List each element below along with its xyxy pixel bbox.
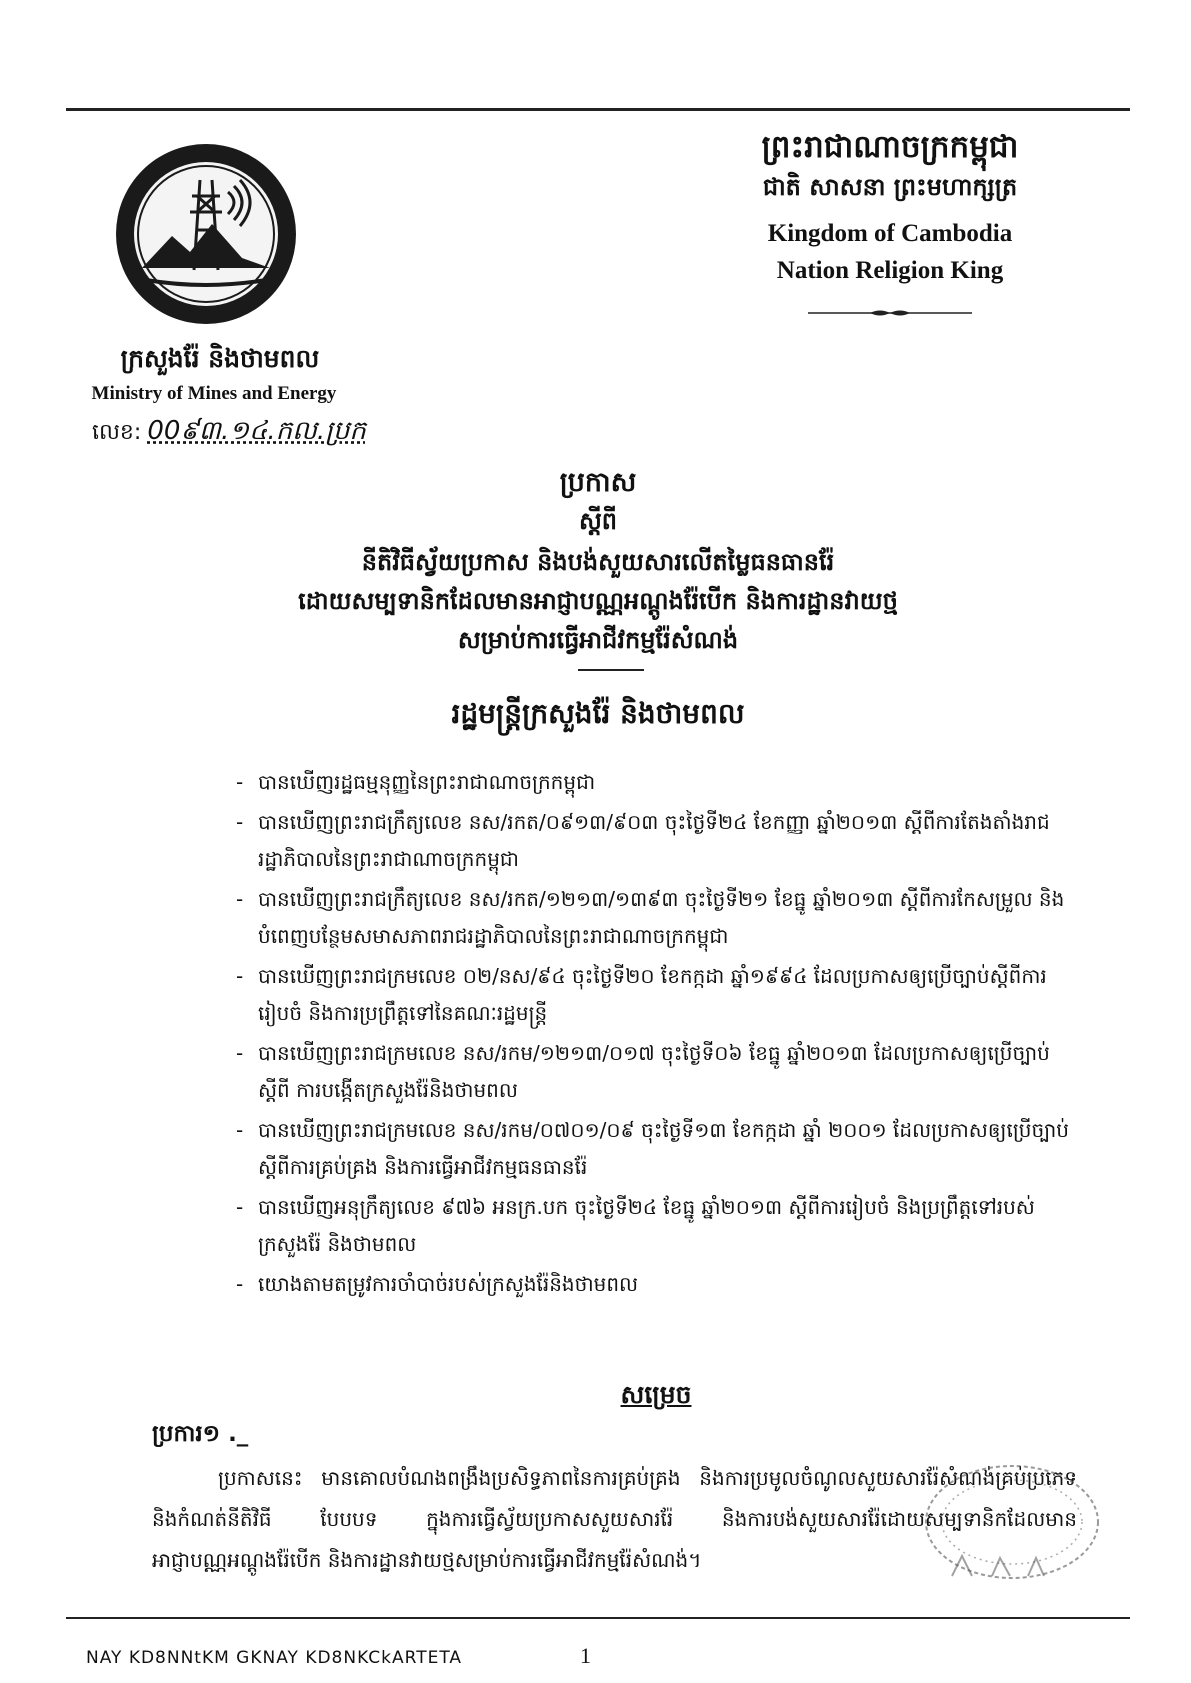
citations-list <box>236 764 1078 1306</box>
citation-item: - បានឃើញរដ្ឋធម្មនុញ្ញនៃព្រះរាជាណាចក្រកម្ពុជា <box>258 764 1078 801</box>
citation-item: - យោងតាមតម្រូវការចាំបាច់របស់ក្រសួងរ៉ែនិងថាមពល <box>258 1266 1078 1303</box>
decision-heading: សម្រេច <box>620 1380 692 1409</box>
official-seal-stamp-icon <box>892 1460 1102 1590</box>
ministry-name-english: Ministry of Mines and Energy <box>91 383 337 404</box>
ministry-name-khmer: ក្រសួងរ៉ែ និងថាមពល <box>120 344 320 373</box>
national-motto-english: Nation Religion King <box>776 257 1004 284</box>
bullet-dash: - <box>236 887 244 911</box>
bullet-dash: - <box>236 770 244 794</box>
citation-item: - បានឃើញព្រះរាជក្រមលេខ នស/រកម/០៧០១/០៩ ចុះថ្ងៃទី១៣ ខែកក្កដា ឆ្នាំ ២០០១ ដែលប្រកាសឲ្យប្រើច្បាប់ស្តីពីការគ្រប់គ្រង និងការធ្វើអាជីវកម្មធនធានរ៉ែ <box>258 1112 1078 1186</box>
document-type: ប្រកាស <box>559 467 637 498</box>
ornamental-divider-icon <box>808 308 972 318</box>
citation-item: - បានឃើញអនុក្រឹត្យលេខ ៩៧៦ អនក្រ.បក ចុះថ្ងៃទី២៤ ខែធ្នូ ឆ្នាំ២០១៣ ស្តីពីការរៀបចំ និងប្រព្រឹត្តទៅរបស់ក្រសួងរ៉ែ និងថាមពល <box>258 1189 1078 1263</box>
citation-item: - បានឃើញព្រះរាជក្រឹត្យលេខ នស/រកត/១២១៣/១៣៩៣ ចុះថ្ងៃទី២១ ខែធ្នូ ឆ្នាំ២០១៣ ស្តីពីការកែសម្រួល និងបំពេញបន្ថែមសមាសភាពរាជរដ្ឋាភិបាលនៃព្រះរាជាណាចក្រកម្ពុជា <box>258 881 1078 955</box>
ministry-emblem-icon <box>112 140 300 328</box>
title-divider <box>578 669 644 671</box>
bullet-dash: - <box>236 964 244 988</box>
article-1-body: ប្រកាសនេះ មានគោលបំណងពង្រឹងប្រសិទ្ធភាពនៃការគ្រប់គ្រង និងការប្រមូលចំណូលសួយសាររ៉ែសំណង់គ្រប់ប្រភេទ និងកំណត់នីតិវិធី បែបបទ ក្នុងការធ្វើស្វ័យប្រកាសសួយសាររ៉ែ និងការបង់សួយសាររ៉ែដោយសម្បទានិកដែលមានអាជ្ញាបណ្ណអណ្តូងរ៉ែបើក និងការដ្ឋានវាយថ្មសម្រាប់ការធ្វើអាជីវកម្មរ៉ែសំណង់។ <box>152 1466 1077 1572</box>
bullet-dash: - <box>236 810 244 834</box>
national-motto-khmer: ជាតិ សាសនា ព្រះមហាក្សត្រ <box>762 173 1018 201</box>
citation-item: - បានឃើញព្រះរាជក្រមលេខ នស/រកម/១២១៣/០១៧ ចុះថ្ងៃទី០៦ ខែធ្នូ ឆ្នាំ២០១៣ ដែលប្រកាសឲ្យប្រើច្បាប់ស្តីពី ការបង្កើតក្រសួងរ៉ែនិងថាមពល <box>258 1035 1078 1109</box>
page-number: 1 <box>580 1643 591 1668</box>
bullet-dash: - <box>236 1195 244 1219</box>
document-title-line-3: សម្រាប់ការធ្វើអាជីវកម្មរ៉ែសំណង់ <box>457 626 739 654</box>
bottom-rule <box>66 1617 1130 1619</box>
article-1-label: ប្រការ១ ._ <box>152 1421 249 1447</box>
about-label: ស្តីពី <box>578 507 618 535</box>
top-rule <box>66 108 1130 111</box>
reference-label: លេខ: <box>92 420 142 445</box>
bullet-dash: - <box>236 1118 244 1142</box>
reference-value: 00៩៣.១៤.កល.ប្រក <box>147 416 366 446</box>
bullet-dash: - <box>236 1041 244 1065</box>
citation-item: - បានឃើញព្រះរាជក្រឹត្យលេខ នស/រកត/០៩១៣/៩០៣ ចុះថ្ងៃទី២៤ ខែកញ្ញា ឆ្នាំ២០១៣ ស្តីពីការតែងតាំងរាជរដ្ឋាភិបាលនៃព្រះរាជាណាចក្រកម្ពុជា <box>258 804 1078 878</box>
kingdom-name-english: Kingdom of Cambodia <box>767 220 1013 247</box>
bullet-dash: - <box>236 1272 244 1296</box>
document-title-line-2: ដោយសម្បទានិកដែលមានអាជ្ញាបណ្ណអណ្តូងរ៉ែបើក និងការដ្ឋានវាយថ្ម <box>298 587 898 615</box>
kingdom-name-khmer: ព្រះរាជាណាចក្រកម្ពុជា <box>761 129 1019 165</box>
citation-item: - បានឃើញព្រះរាជក្រមលេខ ០២/នស/៩៤ ចុះថ្ងៃទី២០ ខែកក្កដា ឆ្នាំ១៩៩៤ ដែលប្រកាសឲ្យប្រើច្បាប់ស្តីពីការរៀបចំ និងការប្រព្រឹត្តទៅនៃគណៈរដ្ឋមន្ត្រី <box>258 958 1078 1032</box>
document-title-line-1: នីតិវិធីស្វ័យប្រកាស និងបង់សួយសារលើតម្លៃធនធានរ៉ែ <box>361 548 835 576</box>
issuer-title: រដ្ឋមន្ត្រីក្រសួងរ៉ែ និងថាមពល <box>451 697 745 730</box>
footer-text: NAY KD8NNtKM GKNAY KD8NKCkARTETA <box>86 1648 463 1668</box>
reference-number <box>92 414 366 452</box>
